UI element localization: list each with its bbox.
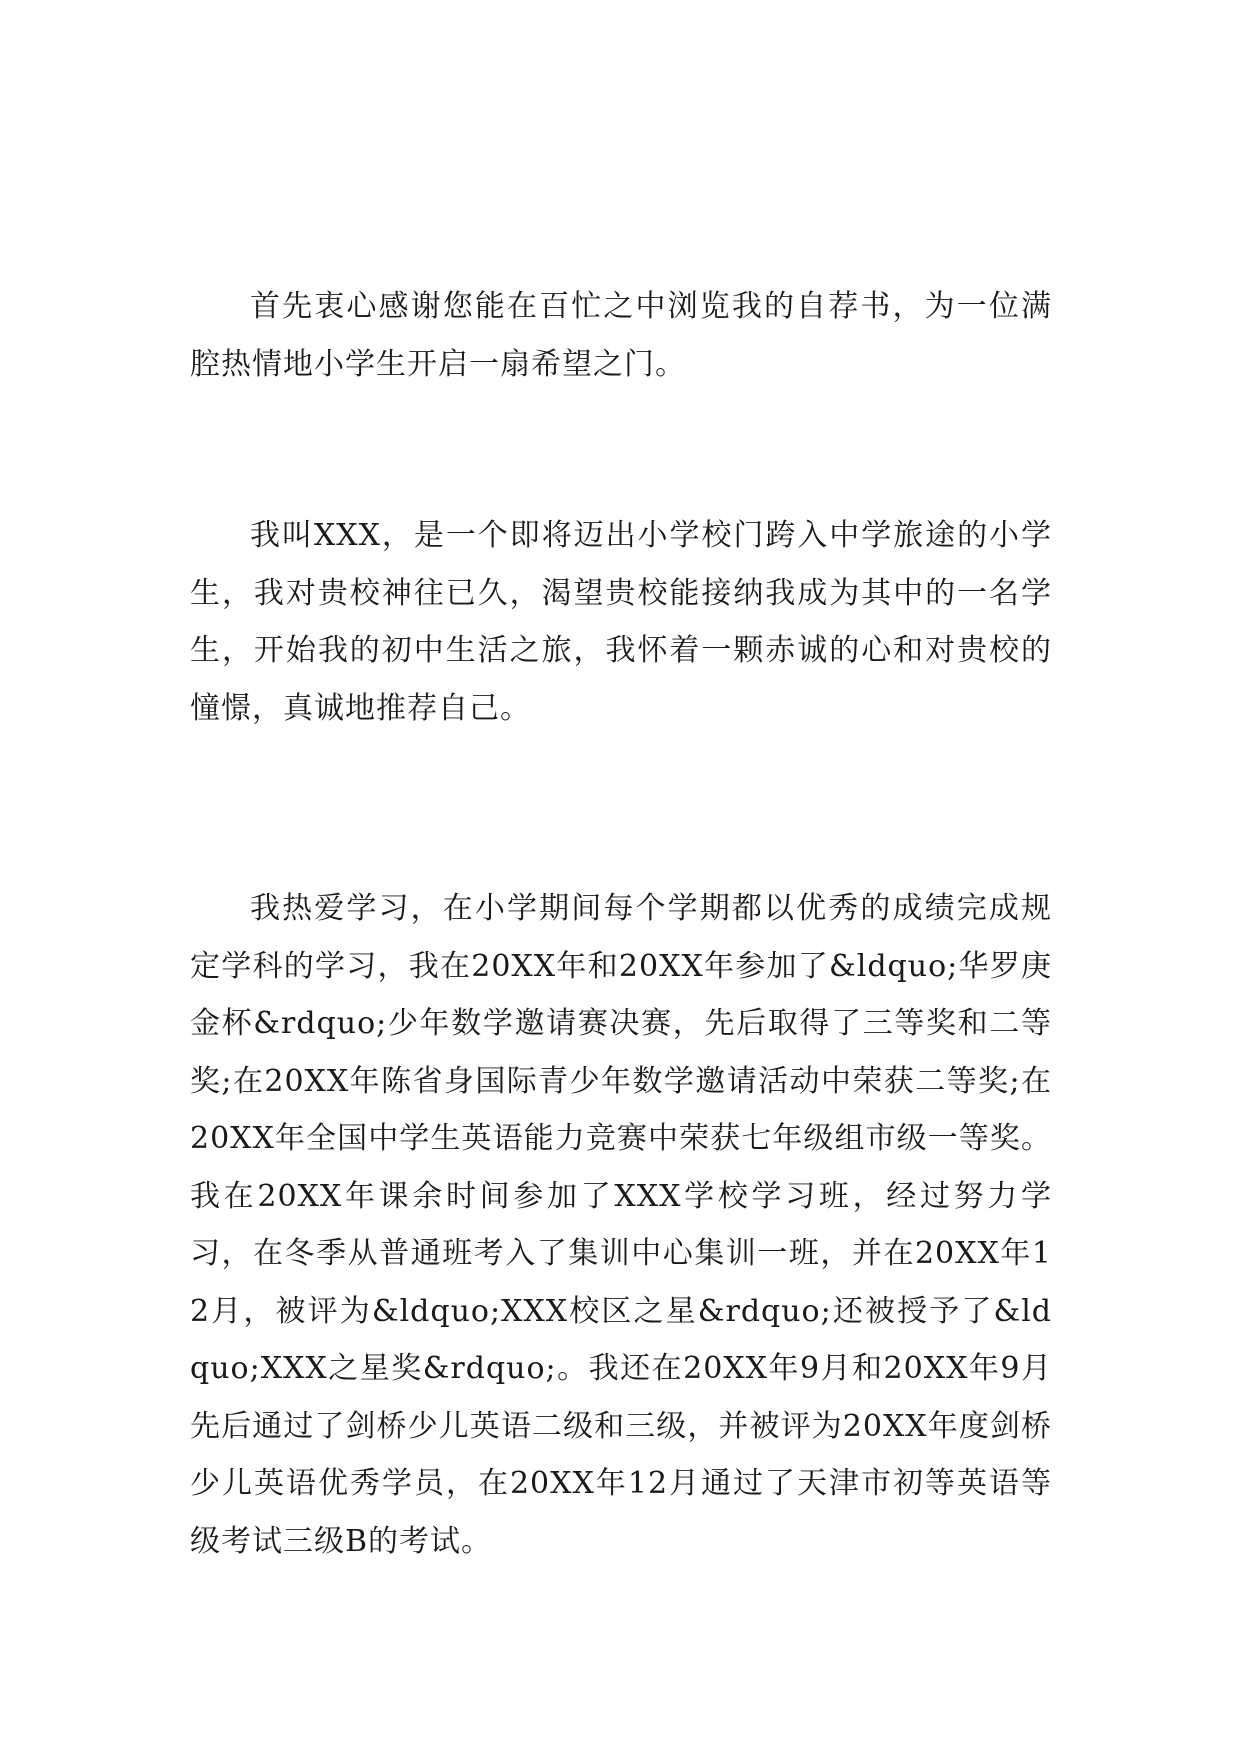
paragraph-achievements: 我热爱学习，在小学期间每个学期都以优秀的成绩完成规定学科的学习，我在20XX年和20XX年参加了&ldquo;华罗庚金杯&rdquo;少年数学邀请赛决赛，先后取得了三等奖和二等奖;在20XX年陈省身国际青少年数学邀请活动中荣获二等奖;在20XX年全国中学生英语能力竞赛中荣获七年级组市级一等奖。我在20XX年课余时间参加了XXX学校学习班，经过努力学习，在冬季从普通班考入了集训中心集训一班，并在20XX年12月，被评为&ldquo;XXX校区之星&rdquo;还被授予了&ldquo;XXX之星奖&rdquo;。我还在20XX年9月和20XX年9月先后通过了剑桥少儿英语二级和三级，并被评为20XX年度剑桥少儿英语优秀学员，在20XX年12月通过了天津市初等英语等级考试三级B的考试。 bbox=[190, 891, 1052, 1559]
document-body bbox=[190, 278, 1052, 1570]
paragraph-gratitude: 首先衷心感谢您能在百忙之中浏览我的自荐书，为一位满腔热情地小学生开启一扇希望之门。 bbox=[190, 289, 1052, 382]
paragraph-introduction: 我叫XXX，是一个即将迈出小学校门跨入中学旅途的小学生，我对贵校神往已久，渴望贵校能接纳我成为其中的一名学生，开始我的初中生活之旅，我怀着一颗赤诚的心和对贵校的憧憬，真诚地推荐自己。 bbox=[190, 518, 1052, 726]
